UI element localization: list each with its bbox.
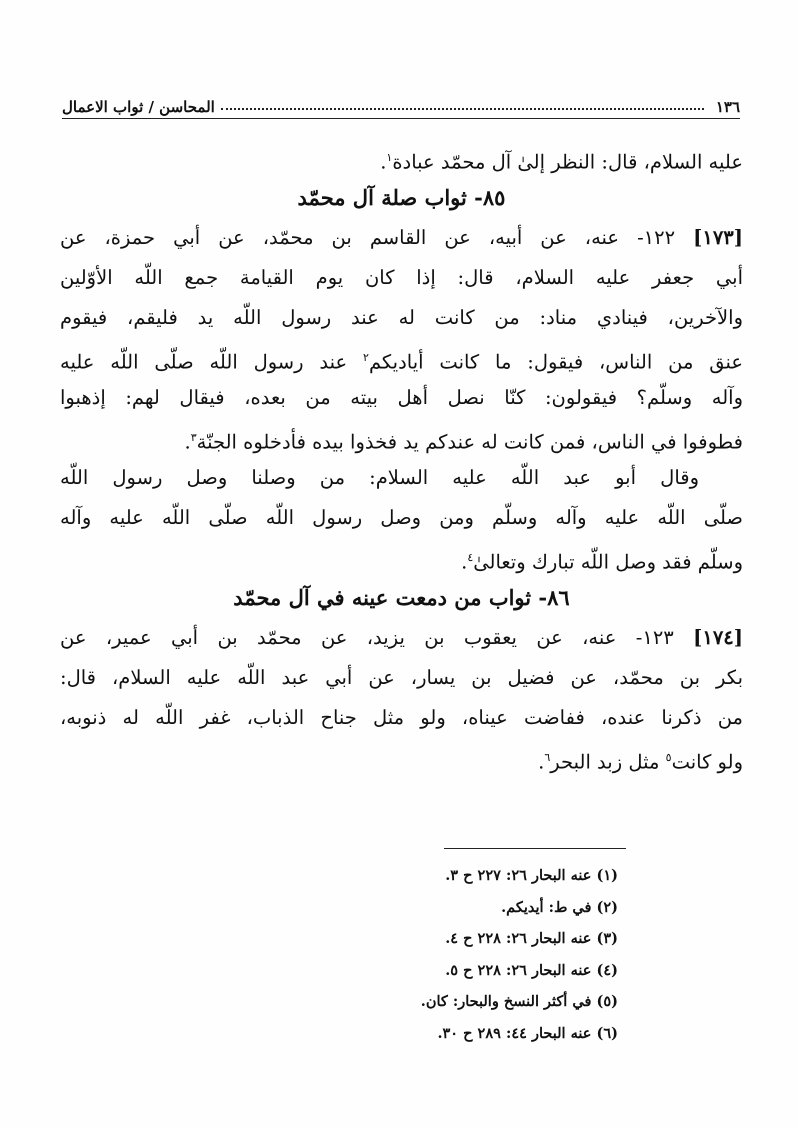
section-heading-86: ٨٦- ثواب من دمعت عينه في آل محمّد [233, 585, 570, 610]
text-line: وآله وسلّم؟ فيقولون: كنّا نصل أهل بيته من بعده، فيقال لهم: إذهبوا [60, 386, 743, 409]
hadith-number: [١٧٣] [693, 226, 743, 249]
running-header [62, 92, 740, 116]
text-line: وقال أبو عبد اللّه عليه السلام: من وصلنا وصل رسول اللّه [60, 466, 699, 489]
text-line: وسلّم فقد وصل اللّه تبارك وتعالىٰ$^٤$. [461, 550, 743, 574]
text-line: فطوفوا في الناس، فمن كانت له عندكم يد فخذوا بيده فأدخلوه الجنّة$^٣$. [184, 430, 743, 454]
text-line: [١٧٤] ١٢٣- عنه، عن يعقوب بن يزيد، عن محمّد بن أبي عمير، عن [60, 626, 743, 649]
text-line: من ذكرنا عنده، ففاضت عيناه، ولو مثل جناح الذباب، غفر اللّه له ذنوبه، [60, 706, 743, 729]
footnote-marker: ٥ [665, 751, 672, 764]
footnote-marker: ٤ [467, 551, 474, 564]
header-rule [62, 118, 740, 119]
text-line: أبي جعفر عليه السلام، قال: إذا كان يوم القيامة جمع اللّه الأوّلين [60, 266, 743, 289]
text-line: والآخرين، فينادي مناد: من كانت له عند رسول اللّه يد فليقم، فيقوم [60, 306, 744, 329]
hadith-number: [١٧٤] [693, 626, 743, 649]
header-dot-leader [221, 108, 704, 110]
main-text [60, 138, 743, 778]
footnote-separator [444, 848, 626, 849]
footnote-marker: ٢ [363, 351, 369, 364]
page-number: ١٣٦ [715, 98, 740, 116]
text-line: بكر بن محمّد، عن فضيل بن يسار، عن أبي عبد اللّه عليه السلام، قال: [60, 666, 743, 689]
text-line: ولو كانت$^٥$ مثل زبد البحر$^٦$. [538, 750, 743, 774]
footnote-item: (٦) عنه البحار ٤٤: ٢٨٩ ح ٣٠. [437, 1024, 618, 1042]
footnote-item: (٢) في ط: أيديكم. [501, 898, 618, 916]
footnote-marker: ٣ [190, 431, 197, 444]
footnote-item: (٥) في أكثر النسخ والبحار: كان. [420, 993, 618, 1010]
footnote-item: (٤) عنه البحار ٢٦: ٢٢٨ ح ٥. [445, 961, 618, 979]
footnote-item: (٣) عنه البحار ٢٦: ٢٢٨ ح ٤. [445, 930, 618, 947]
text-line: صلّى اللّه عليه وآله وسلّم ومن وصل رسول اللّه صلّى اللّه عليه وآله [60, 506, 743, 529]
footnote-marker: ١ [386, 151, 393, 164]
section-heading-85: ٨٥- ثواب صلة آل محمّد [297, 185, 506, 210]
running-title: المحاسن / ثواب الاعمال [62, 98, 215, 116]
footnote-marker: ٦ [544, 751, 551, 764]
footnotes [421, 860, 618, 1049]
text-line: [١٧٣] ١٢٢- عنه، عن أبيه، عن القاسم بن محمّد، عن أبي حمزة، عن [60, 226, 743, 249]
text-line: عليه السلام، قال: النظر إلىٰ آل محمّد عبادة$^١$. [380, 150, 743, 174]
text-line: عنق من الناس، فيقول: ما كانت أياديكم$^٢$ عند رسول اللّه صلّى اللّه عليه [60, 350, 744, 374]
footnote-item: (١) عنه البحار ٢٦: ٢٢٧ ح ٣. [445, 867, 618, 884]
